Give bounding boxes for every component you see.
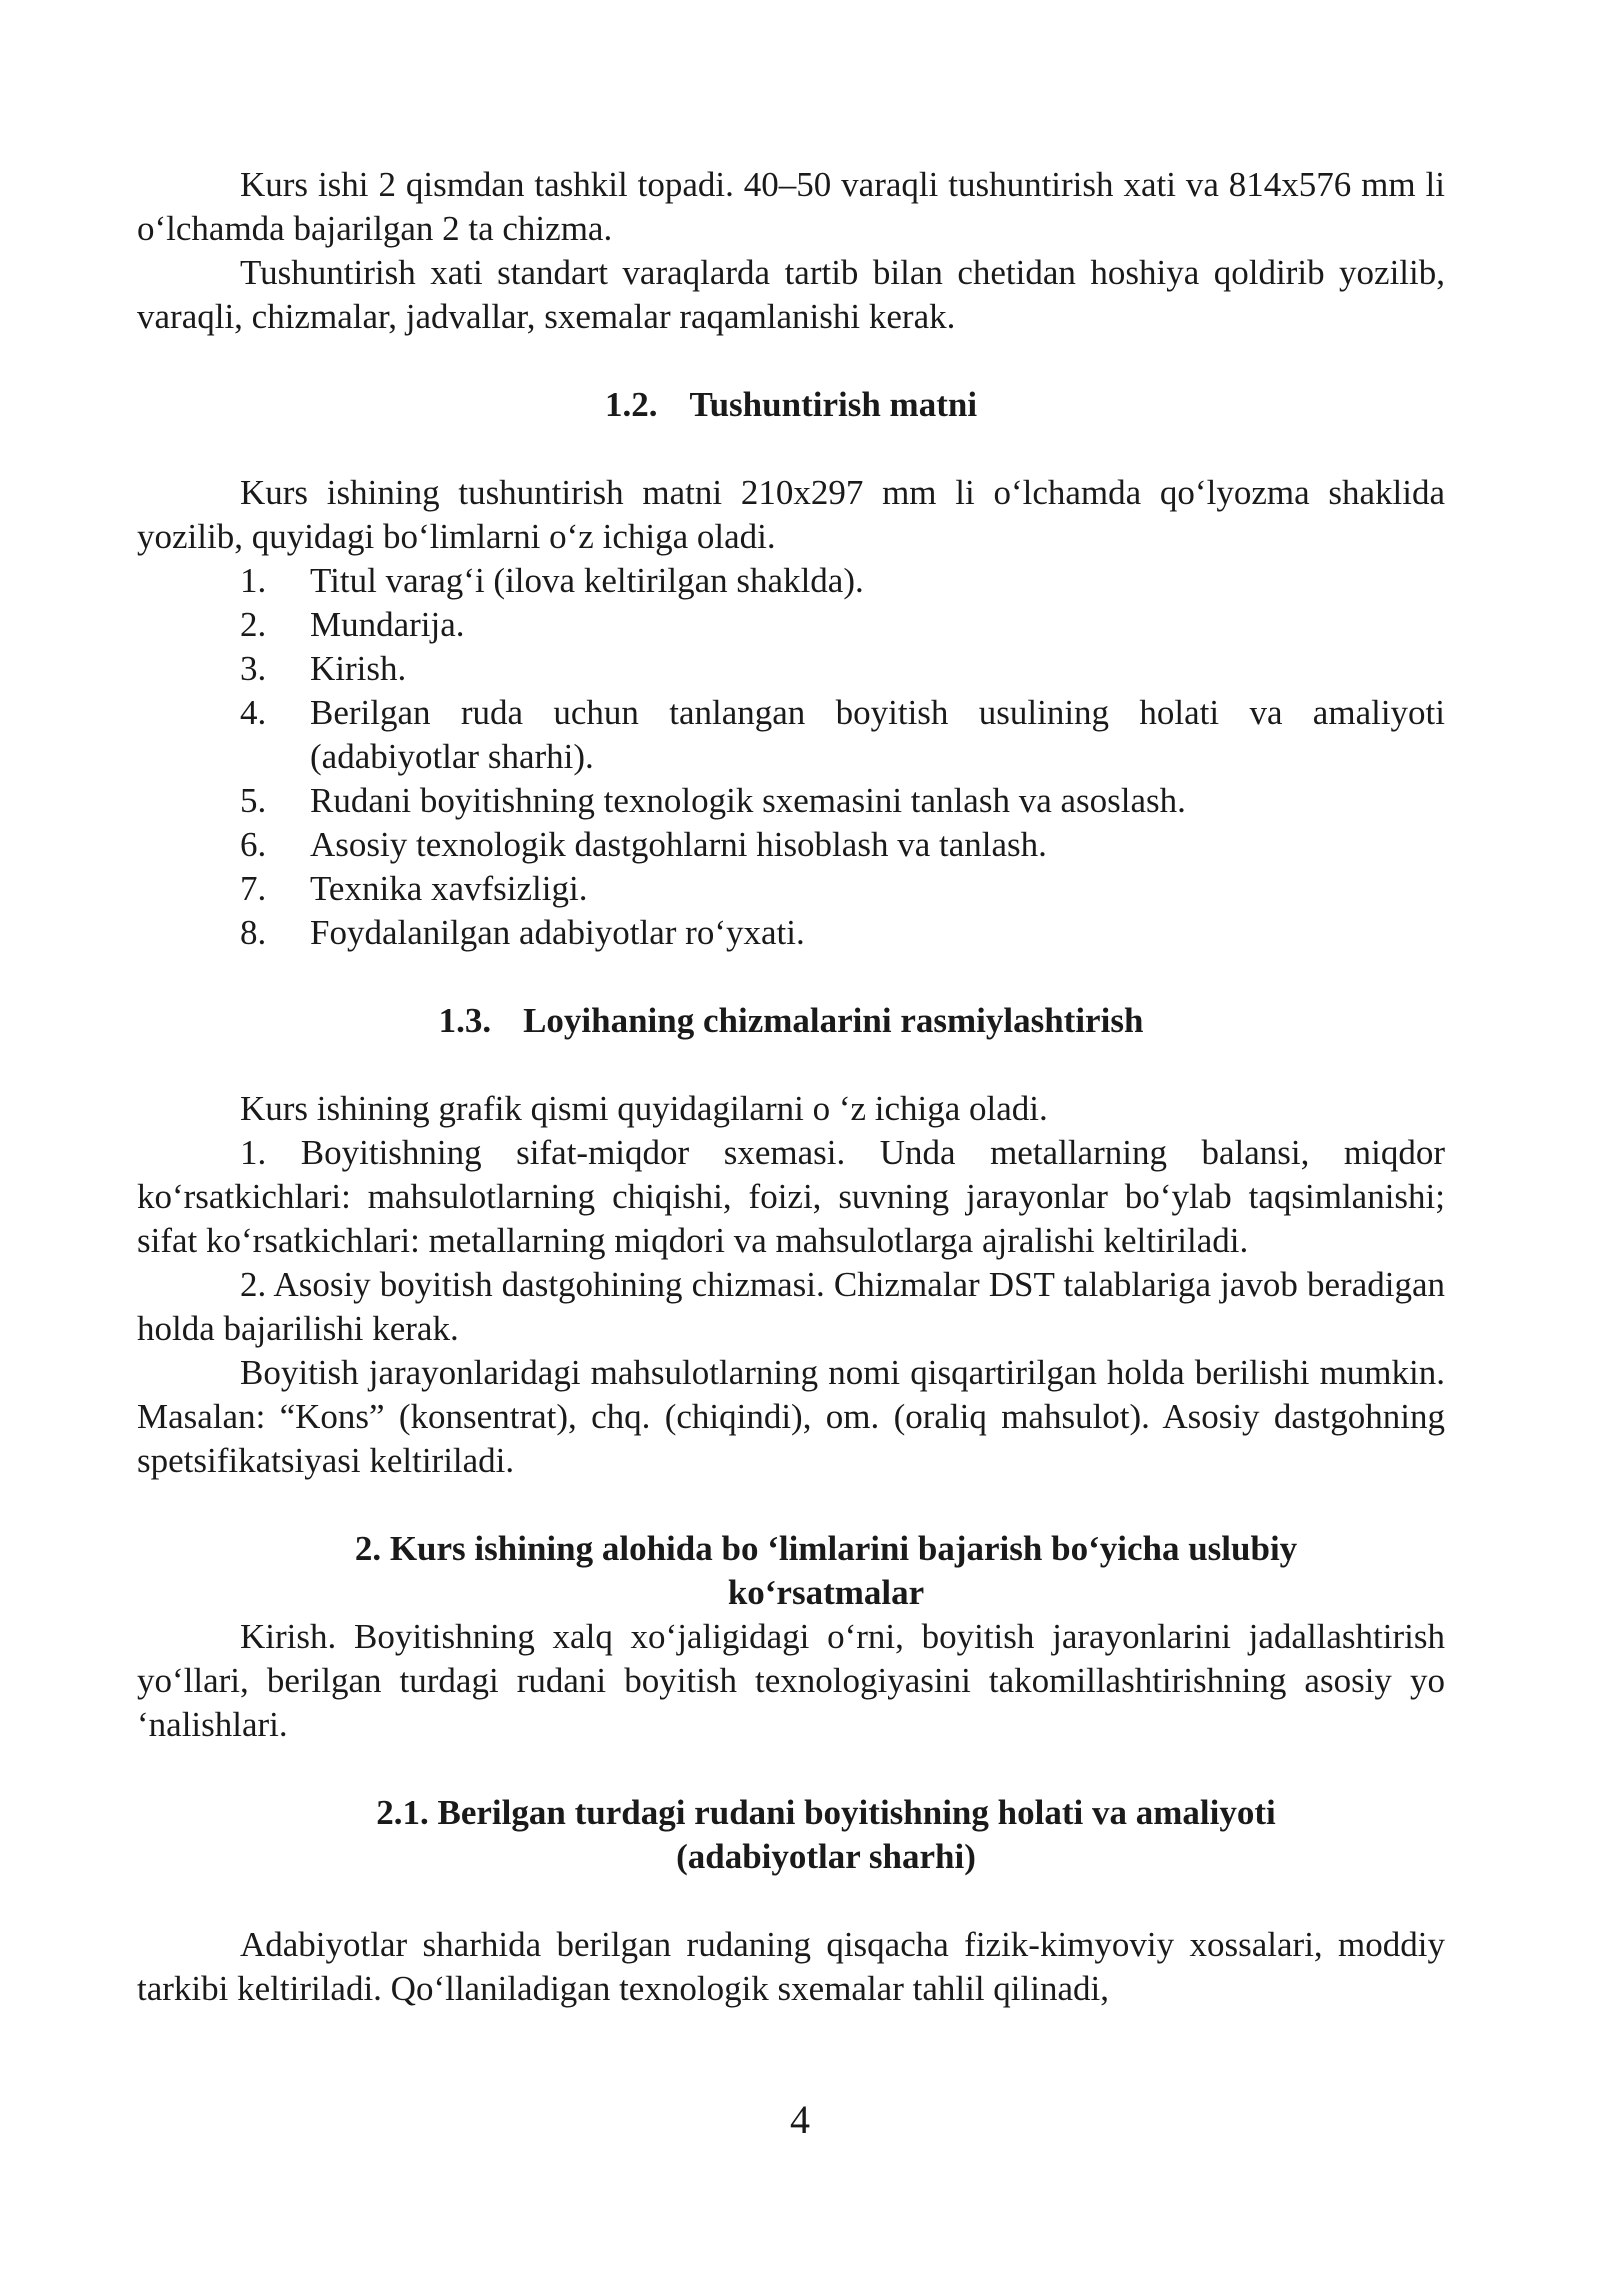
- section-1-2-paragraph: Kurs ishining tushuntirish matni 210x297 mm li o‘lchamda qo‘lyozma shaklida yozilib, quyidagi bo‘limlarni o‘z ichiga oladi.: [137, 473, 1445, 556]
- section-2-heading: 2. Kurs ishining alohida bo ‘limlarini bajarish bo‘yicha uslubiy ko‘rsatmalar: [354, 1529, 1298, 1612]
- list-item: 3. Kirish.: [240, 649, 407, 688]
- list-item: 7. Texnika xavfsizligi.: [240, 869, 588, 908]
- list-item: 2. Mundarija.: [240, 605, 465, 644]
- list-item: 8. Foydalanilgan adabiyotlar ro‘yxati.: [240, 913, 805, 952]
- contents-list: [137, 559, 1445, 955]
- page-content: [137, 163, 1445, 2011]
- section-1-3-paragraph-1: Kurs ishining grafik qismi quyidagilarni o ‘z ichiga oladi.: [240, 1089, 1048, 1128]
- section-2-paragraph: Kirish. Boyitishning xalq xo‘jaligidagi o‘rni, boyitish jarayonlarini jadallashtirish yo‘llari, berilgan turdagi rudani boyitish texnologiyasini takomillashtirishning asosiy yo ‘nalishlari.: [137, 1617, 1445, 1744]
- section-1-2-heading: [137, 383, 1445, 427]
- section-1-2-number: 1.2.: [604, 385, 658, 424]
- section-1-3-heading: [137, 999, 1445, 1043]
- list-item: 5. Rudani boyitishning texnologik sxemasini tanlash va asoslash.: [240, 781, 1186, 820]
- list-item: 4. Berilgan ruda uchun tanlangan boyitish usulining holati va amaliyoti (adabiyotlar sharhi).: [240, 693, 1445, 776]
- intro-paragraph-1: Kurs ishi 2 qismdan tashkil topadi. 40–50 varaqli tushuntirish xati va 814x576 mm li o‘lchamda bajarilgan 2 ta chizma.: [137, 165, 1445, 248]
- section-1-3-paragraph-3: 2. Asosiy boyitish dastgohining chizmasi. Chizmalar DST talablariga javob beradigan holda bajarilishi kerak.: [137, 1265, 1445, 1348]
- section-1-3-number: 1.3.: [438, 1001, 492, 1040]
- section-1-3-title: Loyihaning chizmalarini rasmiylashtirish: [523, 1001, 1144, 1040]
- section-2-1-paragraph: Adabiyotlar sharhida berilgan rudaning qisqacha fizik-kimyoviy xossalari, moddiy tarkibi keltiriladi. Qo‘llaniladigan texnologik sxemalar tahlil qilinadi,: [137, 1925, 1445, 2008]
- section-1-3-paragraph-2: 1. Boyitishning sifat-miqdor sxemasi. Unda metallarning balansi, miqdor ko‘rsatkichlari: mahsulotlarning chiqishi, foizi, suvning jarayonlar bo‘ylab taqsimlanishi; sifat ko‘rsatkichlari: metallarning miqdori va mahsulotlarga ajralishi keltiriladi.: [137, 1133, 1445, 1260]
- section-1-2-title: Tushuntirish matni: [689, 385, 978, 424]
- list-item: 6. Asosiy texnologik dastgohlarni hisoblash va tanlash.: [240, 825, 1047, 864]
- page-number: 4: [790, 2097, 810, 2142]
- intro-paragraph-2: Tushuntirish xati standart varaqlarda tartib bilan chetidan hoshiya qoldirib yozilib, varaqli, chizmalar, jadvallar, sxemalar raqamlanishi kerak.: [137, 253, 1445, 336]
- section-2-1-heading: 2.1. Berilgan turdagi rudani boyitishning holati va amaliyoti (adabiyotlar sharhi): [376, 1793, 1276, 1876]
- section-1-3-paragraph-4: Boyitish jarayonlaridagi mahsulotlarning nomi qisqartirilgan holda berilishi mumkin. Masalan: “Kons” (konsentrat), chq. (chiqindi), om. (oraliq mahsulot). Asosiy dastgohning spetsifikatsiyasi keltiriladi.: [137, 1353, 1445, 1480]
- list-item: 1. Titul varag‘i (ilova keltirilgan shaklda).: [240, 561, 864, 600]
